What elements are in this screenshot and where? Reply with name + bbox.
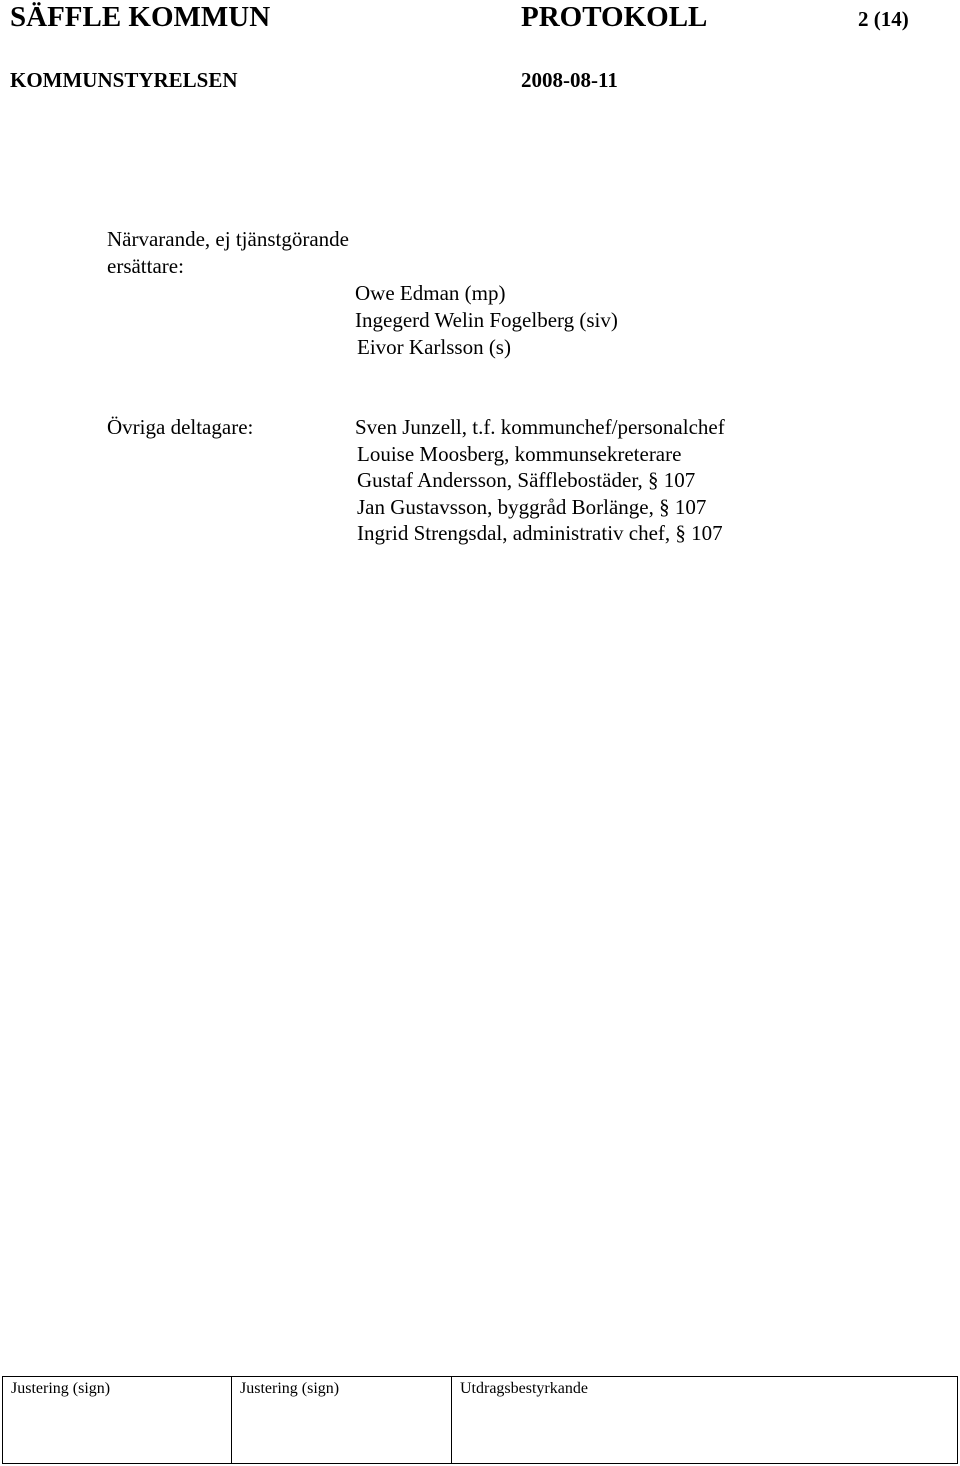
substitute-name: Ingegerd Welin Fogelberg (siv): [355, 308, 618, 332]
substitutes-label-line2: ersättare:: [107, 254, 184, 278]
municipality-name: SÄFFLE KOMMUN: [10, 1, 271, 33]
signature-cell-label: Justering (sign): [11, 1380, 111, 1397]
meeting-date: 2008-08-11: [521, 68, 618, 92]
participant-name: Jan Gustavsson, byggråd Borlänge, § 107: [357, 495, 707, 519]
signature-table: [2, 1376, 958, 1464]
participant-name: Louise Moosberg, kommunsekreterare: [357, 442, 682, 466]
signature-cell-label: Utdragsbestyrkande: [460, 1380, 588, 1397]
participant-name: Sven Junzell, t.f. kommunchef/personalchef: [355, 415, 725, 439]
others-label: Övriga deltagare:: [107, 415, 254, 439]
substitute-name: Eivor Karlsson (s): [357, 335, 511, 359]
page-number: 2 (14): [858, 7, 909, 31]
participant-name: Gustaf Andersson, Säfflebostäder, § 107: [357, 468, 696, 492]
substitute-name: Owe Edman (mp): [355, 281, 506, 305]
document-type: PROTOKOLL: [521, 1, 708, 33]
signature-cell-justering-2: [232, 1377, 452, 1463]
participant-name: Ingrid Strengsdal, administrativ chef, § 107: [357, 521, 723, 545]
signature-cell-justering-1: [3, 1377, 232, 1463]
signature-cell-label: Justering (sign): [240, 1380, 340, 1397]
substitutes-label-line1: Närvarande, ej tjänstgörande: [107, 227, 349, 251]
signature-cell-utdrag: [452, 1377, 957, 1463]
board-name: KOMMUNSTYRELSEN: [10, 68, 238, 92]
